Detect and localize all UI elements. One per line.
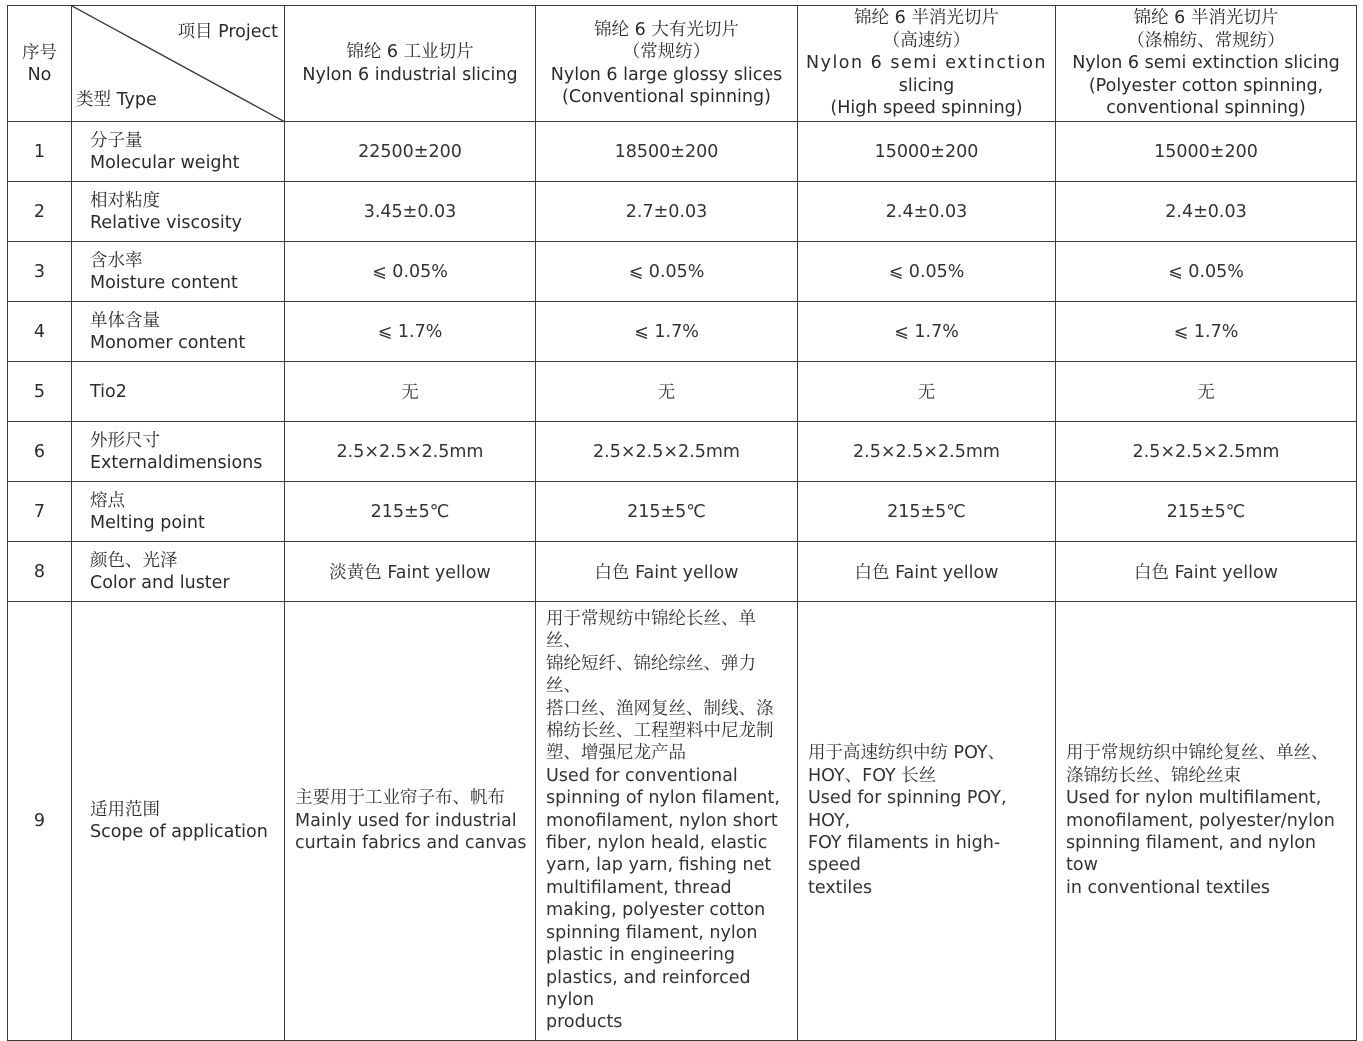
value-cell: ⩽ 1.7%	[1056, 302, 1357, 362]
scope-line: curtain fabrics and canvas	[295, 833, 527, 854]
header-col-semi-conventional	[1056, 6, 1357, 122]
scope-line: Mainly used for industrial	[295, 810, 517, 831]
row-label-cn: 含水率	[90, 250, 143, 271]
scope-line: monofilament, nylon short	[546, 810, 778, 831]
header-col-line: (High speed spinning)	[830, 98, 1023, 119]
row-label-cn: 分子量	[90, 130, 143, 151]
value-cell: 白色 Faint yellow	[1056, 542, 1357, 602]
header-col-line: 锦纶 6 大有光切片	[594, 19, 739, 40]
scope-line: Used for spinning POY, HOY,	[808, 788, 1007, 831]
row-label-cn: 适用范围	[90, 799, 160, 820]
scope-line: spinning filament, nylon	[546, 922, 758, 943]
value-cell: 2.4±0.03	[798, 182, 1056, 242]
row-label	[72, 302, 285, 362]
row-label-en: Molecular weight	[90, 152, 240, 173]
scope-line: multifilament, thread	[546, 877, 732, 898]
header-row	[8, 6, 1357, 122]
scope-line: yarn, lap yarn, fishing net	[546, 855, 772, 876]
scope-line: spinning filament, and nylon tow	[1066, 833, 1316, 876]
scope-line: FOY filaments in high-speed	[808, 833, 1001, 876]
header-col-large-glossy	[536, 6, 798, 122]
row-label	[72, 242, 285, 302]
scope-line: 锦纶短纤、锦纶综丝、弹力丝、	[546, 653, 756, 697]
scope-line: 主要用于工业帘子布、帆布	[295, 788, 505, 809]
scope-line: 用于常规纺中锦纶长丝、单丝、	[546, 609, 756, 652]
table-row	[8, 422, 1357, 482]
value-cell: 无	[798, 362, 1056, 422]
header-col-line: （常规纺）	[622, 42, 711, 62]
header-col-line: (Conventional spinning)	[562, 87, 771, 107]
row-number: 9	[8, 602, 72, 1041]
value-cell: ⩽ 1.7%	[285, 302, 536, 362]
header-project-label: 项目 Project	[177, 22, 278, 42]
table-row	[8, 242, 1357, 302]
table-row-scope	[8, 602, 1357, 1041]
value-cell: 2.4±0.03	[1056, 182, 1357, 242]
row-number: 6	[8, 422, 72, 482]
header-col-semi-high-speed	[798, 6, 1056, 122]
header-no-cell	[8, 6, 72, 122]
value-cell: 22500±200	[285, 122, 536, 182]
value-cell: ⩽ 0.05%	[285, 242, 536, 302]
row-label-cn: 颜色、光泽	[90, 550, 178, 571]
row-label-en: Moisture content	[90, 272, 238, 293]
row-number: 1	[8, 122, 72, 182]
value-cell: 15000±200	[798, 122, 1056, 182]
value-cell: 3.45±0.03	[285, 182, 536, 242]
value-cell: 无	[1056, 362, 1357, 422]
row-number: 3	[8, 242, 72, 302]
row-label-en: Color and luster	[90, 572, 230, 593]
scope-line: 塑、增强尼龙产品	[546, 743, 686, 764]
header-col-line: Nylon 6 semi extinction slicing	[1072, 53, 1340, 74]
header-col-line: 锦纶 6 半消光切片	[1133, 8, 1279, 29]
table-row	[8, 122, 1357, 182]
scope-line: HOY、FOY 长丝	[808, 765, 937, 786]
header-col-line: Nylon 6 semi extinction	[806, 53, 1047, 74]
row-label-cn: 外形尺寸	[90, 430, 160, 451]
value-cell: ⩽ 1.7%	[536, 302, 798, 362]
header-col-line: （涤棉纺、常规纺）	[1127, 30, 1285, 51]
header-col-line: slicing	[898, 75, 955, 96]
row-label-en: Melting point	[90, 512, 205, 533]
row-label	[72, 602, 285, 1041]
row-label	[72, 362, 285, 422]
value-cell: 白色 Faint yellow	[536, 542, 798, 602]
value-cell: 215±5℃	[798, 482, 1056, 542]
table-row	[8, 542, 1357, 602]
header-col-line: （高速纺）	[882, 30, 971, 51]
scope-line: 用于高速纺织中纺 POY、	[808, 743, 1006, 764]
row-label	[72, 182, 285, 242]
table-row	[8, 302, 1357, 362]
scope-line: making, polyester cotton	[546, 900, 766, 921]
scope-line: spinning of nylon filament,	[546, 788, 780, 809]
row-number: 4	[8, 302, 72, 362]
scope-line: Used for conventional	[546, 765, 738, 786]
header-col-line: 锦纶 6 工业切片	[346, 42, 474, 62]
scope-line: textiles	[808, 877, 873, 898]
row-label-en: Scope of application	[90, 821, 268, 842]
scope-line: plastics, and reinforced nylon	[546, 967, 751, 1010]
header-no-cn: 序号	[22, 42, 57, 63]
scope-line: 用于常规纺织中锦纶复丝、单丝、	[1066, 743, 1329, 764]
scope-line: 棉纺长丝、工程塑料中尼龙制	[546, 721, 774, 742]
value-cell: 215±5℃	[1056, 482, 1357, 542]
row-label-en: Tio2	[90, 381, 127, 402]
value-cell: 无	[285, 362, 536, 422]
value-cell: 2.7±0.03	[536, 182, 798, 242]
header-col-line: Nylon 6 large glossy slices	[550, 64, 783, 85]
value-cell: ⩽ 0.05%	[536, 242, 798, 302]
scope-cell	[798, 602, 1056, 1041]
scope-cell	[1056, 602, 1357, 1041]
value-cell: 2.5×2.5×2.5mm	[1056, 422, 1357, 482]
scope-line: Used for nylon multifilament,	[1066, 788, 1322, 809]
value-cell: 白色 Faint yellow	[798, 542, 1056, 602]
value-cell: ⩽ 0.05%	[1056, 242, 1357, 302]
row-label-cn: 单体含量	[90, 310, 160, 331]
header-col-line: conventional spinning)	[1106, 98, 1306, 119]
value-cell: 15000±200	[1056, 122, 1357, 182]
row-label-en: Externaldimensions	[90, 452, 263, 473]
row-number: 7	[8, 482, 72, 542]
value-cell: 215±5℃	[285, 482, 536, 542]
row-label	[72, 542, 285, 602]
scope-cell	[285, 602, 536, 1041]
spec-table	[7, 5, 1357, 1041]
scope-line: 涤锦纺长丝、锦纶丝束	[1066, 765, 1241, 786]
row-label-en: Relative viscosity	[90, 212, 242, 233]
table-row	[8, 362, 1357, 422]
header-no-en: No	[27, 64, 52, 85]
row-label-cn: 相对粘度	[90, 190, 160, 211]
scope-line: fiber, nylon heald, elastic	[546, 833, 768, 854]
header-col-line: 锦纶 6 半消光切片	[854, 8, 999, 29]
row-number: 2	[8, 182, 72, 242]
value-cell: 2.5×2.5×2.5mm	[536, 422, 798, 482]
value-cell: 18500±200	[536, 122, 798, 182]
scope-line: in conventional textiles	[1066, 877, 1270, 898]
table-row	[8, 482, 1357, 542]
table-row	[8, 182, 1357, 242]
scope-line: products	[546, 1012, 623, 1033]
value-cell: 无	[536, 362, 798, 422]
value-cell: 2.5×2.5×2.5mm	[285, 422, 536, 482]
row-number: 8	[8, 542, 72, 602]
value-cell: 215±5℃	[536, 482, 798, 542]
scope-line: 搭口丝、渔网复丝、制线、涤	[546, 698, 774, 719]
scope-cell	[536, 602, 798, 1041]
row-label	[72, 422, 285, 482]
row-label-cn: 熔点	[90, 490, 125, 511]
value-cell: 淡黄色 Faint yellow	[285, 542, 536, 602]
row-label	[72, 482, 285, 542]
header-col-line: (Polyester cotton spinning,	[1088, 75, 1324, 96]
scope-line: plastic in engineering	[546, 945, 735, 966]
row-number: 5	[8, 362, 72, 422]
row-label	[72, 122, 285, 182]
value-cell: ⩽ 1.7%	[798, 302, 1056, 362]
value-cell: 2.5×2.5×2.5mm	[798, 422, 1056, 482]
scope-line: monofilament, polyester/nylon	[1066, 810, 1335, 831]
value-cell: ⩽ 0.05%	[798, 242, 1056, 302]
header-col-line: Nylon 6 industrial slicing	[302, 64, 518, 85]
header-col-industrial	[285, 6, 536, 122]
header-type-label: 类型 Type	[76, 90, 157, 110]
header-diagonal-cell	[72, 6, 285, 122]
row-label-en: Monomer content	[90, 332, 246, 353]
